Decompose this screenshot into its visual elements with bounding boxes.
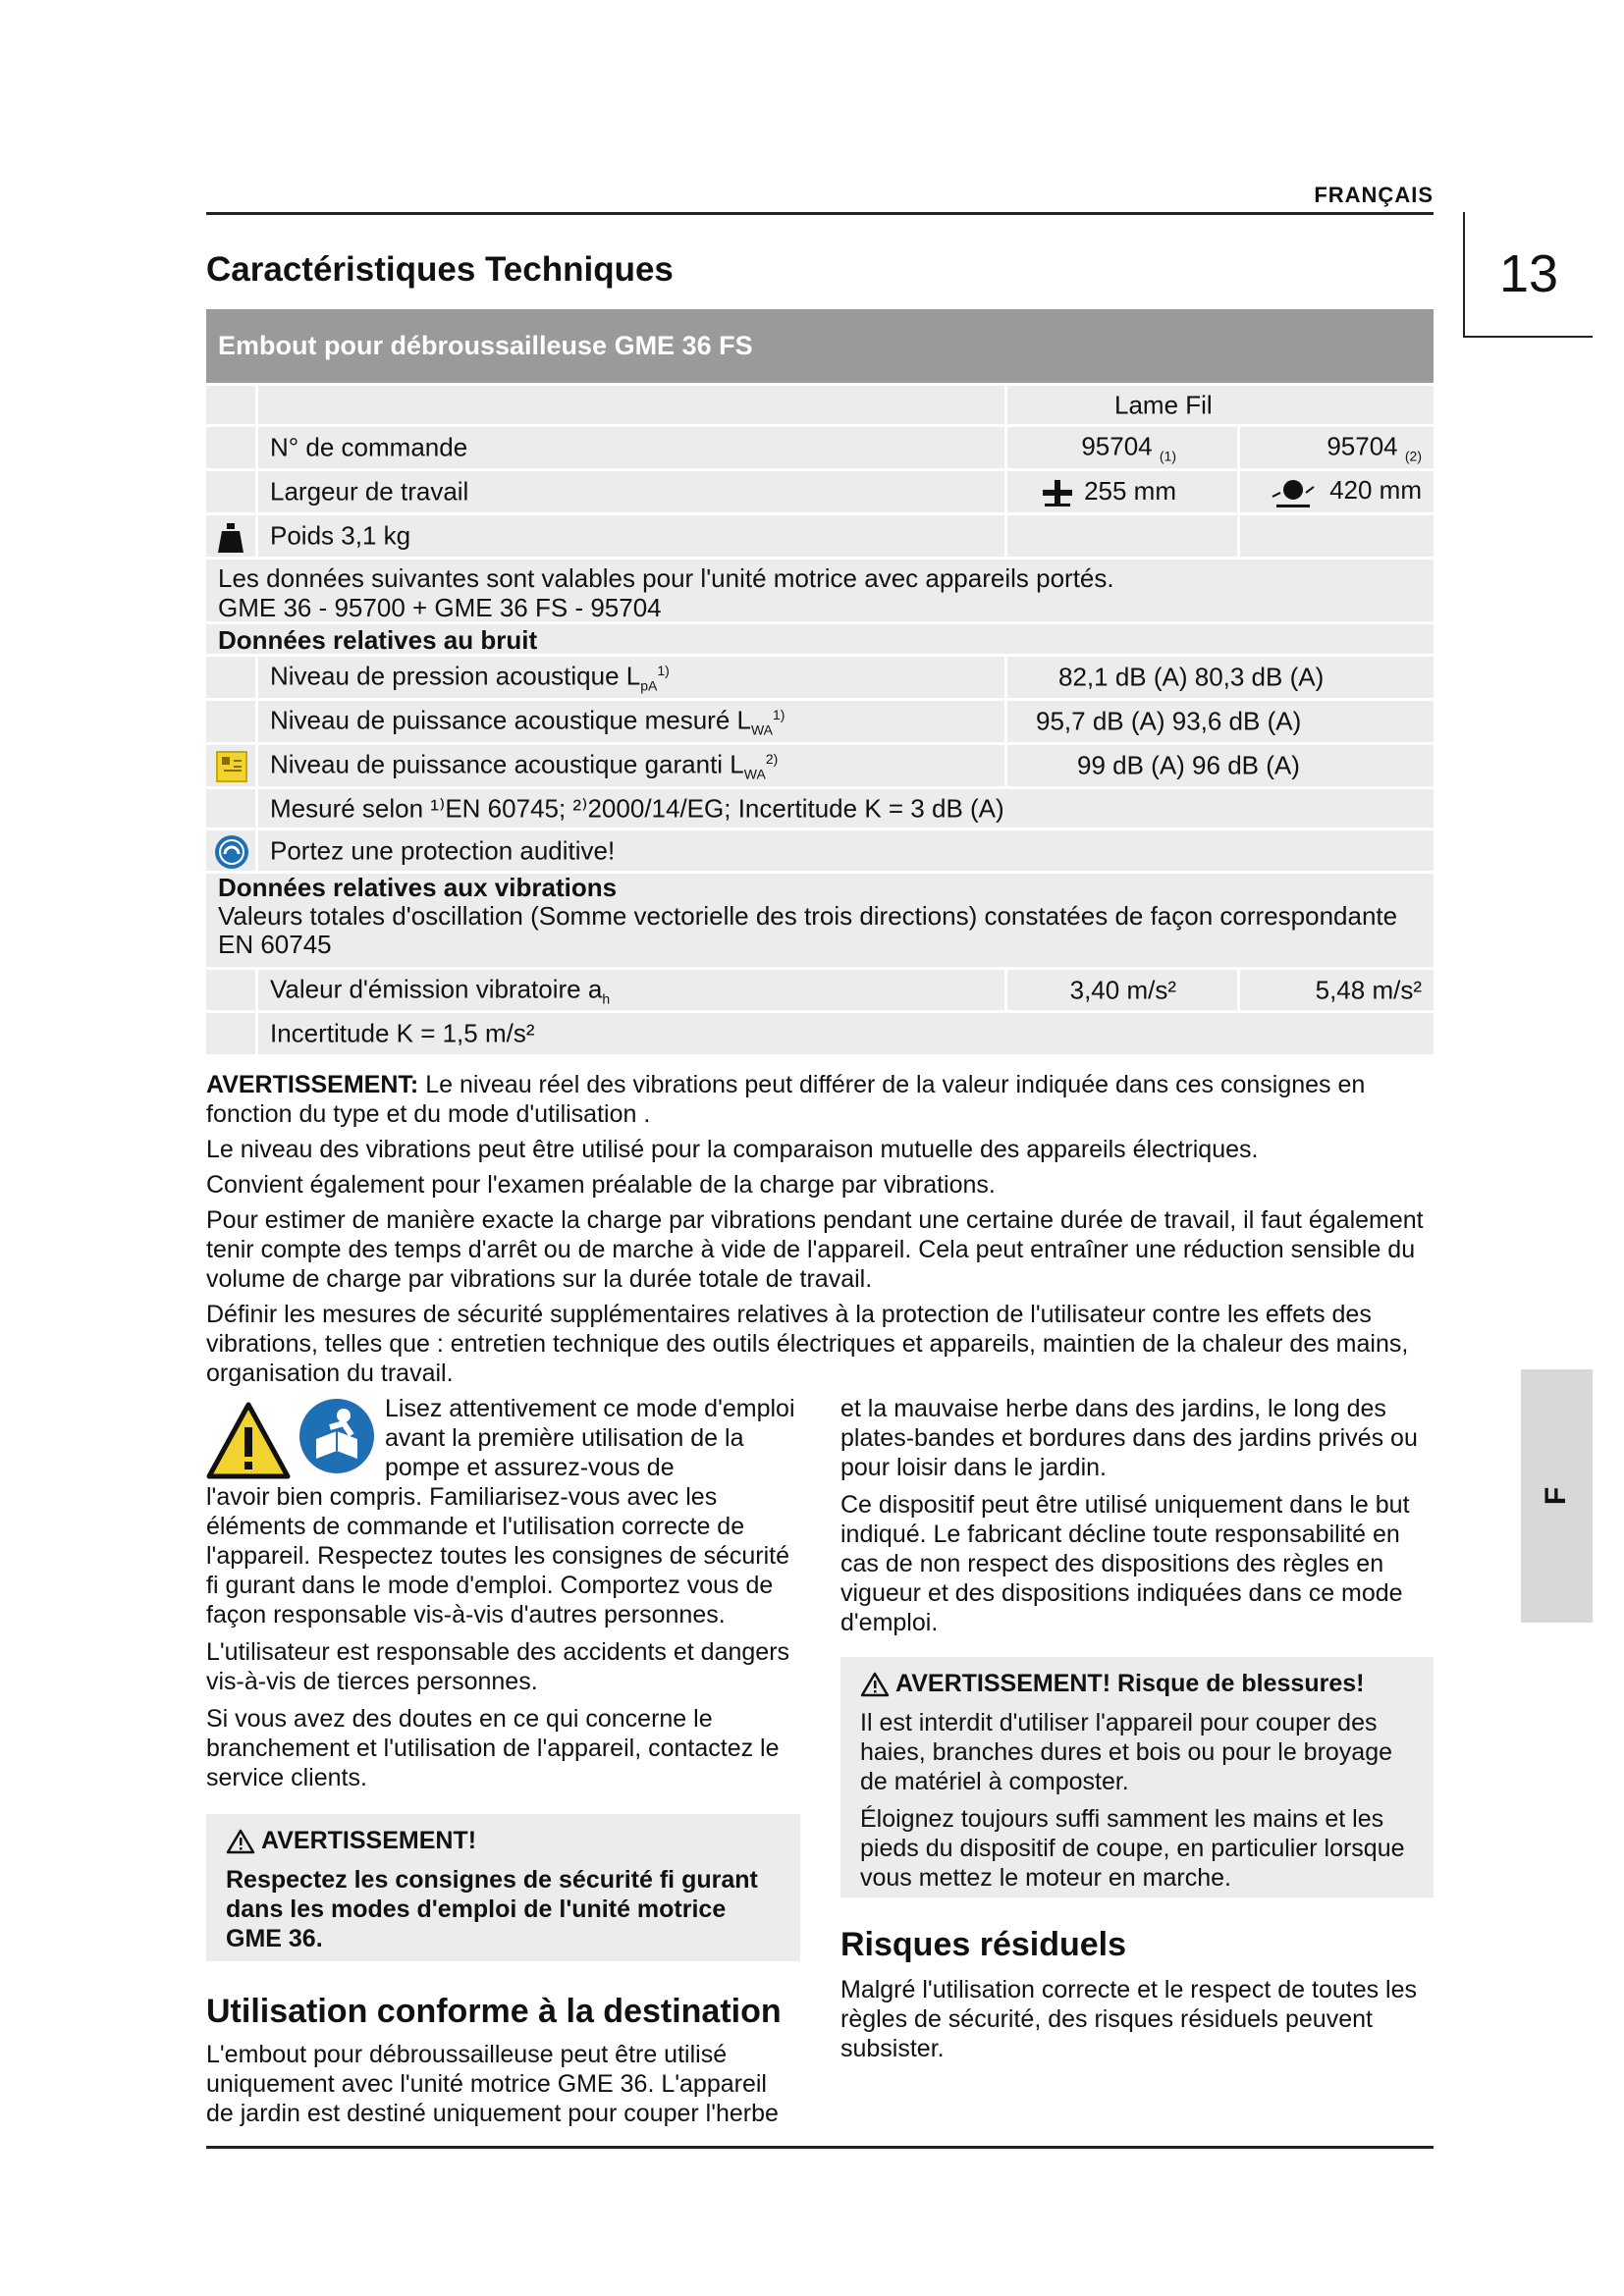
table-row	[206, 874, 1434, 970]
right-warning-title: AVERTISSEMENT! Risque de blessures!	[895, 1670, 1365, 1697]
line-head-icon	[1271, 475, 1316, 508]
spec-table	[206, 309, 1434, 1054]
left-warning-box	[206, 1814, 800, 1961]
left-column	[206, 1394, 800, 1792]
table-row	[206, 789, 1434, 830]
vibration-line: 5,48 m/s²	[1315, 975, 1422, 1004]
intended-use-heading: Utilisation conforme à la destination	[206, 1993, 782, 2030]
left-warning-body: Respectez les consignes de sécurité fi gurant dans les modes d'emploi de l'unité motrice GME 36.	[226, 1866, 758, 1952]
validity-line-1: Les données suivantes sont valables pour l'unité motrice avec appareils portés.	[218, 563, 1114, 593]
page-number: 13	[1463, 212, 1593, 338]
service-text: Si vous avez des doutes en ce qui concerne le branchement et l'utilisation de l'appareil, contactez le service clients.	[206, 1705, 780, 1791]
right-column	[840, 1394, 1434, 1637]
noise-guaranteed-label: Niveau de puissance acoustique garanti $L_{WA}^{2)}$	[270, 749, 779, 782]
weight-value: Poids 3,1 kg	[270, 520, 411, 551]
vibration-warning-block	[206, 1070, 1434, 1388]
table-row	[206, 830, 1434, 874]
right-warning-p2: Éloignez toujours suffi samment les mains et les pieds du dispositif de coupe, en particulier lorsque vous mettez le moteur en marche.	[860, 1805, 1405, 1892]
responsibility-text: L'utilisateur est responsable des accidents et dangers vis-à-vis de tierces personnes.	[206, 1638, 790, 1695]
residual-risks-text: Malgré l'utilisation correcte et le respect de toutes les règles de sécurité, des risques résiduels peuvent subsister.	[840, 1976, 1417, 2062]
language-side-tab: F	[1521, 1369, 1593, 1623]
guaranteed-noise-icon	[216, 751, 247, 782]
ear-protection-text: Portez une protection auditive!	[270, 835, 616, 865]
vibration-blade: 3,40 m/s²	[1069, 975, 1176, 1004]
noise-heading: Données relatives au bruit	[218, 625, 538, 655]
order-blade: 95704 $_{(1)}$	[1081, 431, 1176, 464]
garden-use-text: et la mauvaise herbe dans des jardins, le long des plates-bandes et bordures dans des jardins privés ou pour loisir dans le jardin.	[840, 1395, 1418, 1481]
vibration-heading: Données relatives aux vibrations	[218, 873, 618, 902]
noise-measured-label: Niveau de puissance acoustique mesuré $L_{WA}^{1)}$	[270, 705, 785, 738]
table-row	[206, 657, 1434, 701]
vibration-text: Valeurs totales d'oscillation (Somme vectorielle des trois directions) constatées de façon correspondante EN 60745	[218, 901, 1398, 959]
noise-pressure-value: 82,1 dB (A) 80,3 dB (A)	[1058, 662, 1325, 692]
measured-standard: Mesuré selon ¹⁾EN 60745; ²⁾2000/14/EG; Incertitude K = 3 dB (A)	[270, 793, 1004, 823]
warning-lead: AVERTISSEMENT:	[206, 1071, 419, 1098]
left-warning-title: AVERTISSEMENT!	[261, 1827, 477, 1854]
residual-risks-heading: Risques résiduels	[840, 1926, 1127, 1963]
warning-triangle-icon	[206, 1402, 291, 1480]
warning-p3: Convient également pour l'examen préalable de la charge par vibrations.	[206, 1171, 996, 1199]
table-row	[206, 970, 1434, 1013]
vibration-uncertainty: Incertitude K = 1,5 m/s²	[270, 1018, 535, 1048]
width-line: 420 mm	[1271, 475, 1422, 508]
table-row	[206, 701, 1434, 745]
warning-p5: Définir les mesures de sécurité supplémentaires relatives à la protection de l'utilisateur contre les effets des vibrations, telles que : entretien technique des outils électriques et appareils, maintien de la chaleur des mains, organisation du travail.	[206, 1301, 1409, 1387]
right-warning-box	[840, 1657, 1434, 1897]
intended-use-text: L'embout pour débroussailleuse peut être utilisé uniquement avec l'unité motrice GME 36. L'appareil de jardin est destiné uniquement pour couper l'herbe	[206, 2041, 779, 2127]
noise-guaranteed-value: 99 dB (A) 96 dB (A)	[1077, 750, 1300, 780]
intro-text-b: l'avoir bien compris. Familiarisez-vous avec les éléments de commande et l'utilisation correcte de l'appareil. Respectez toutes les consignes de sécurité fi gurant dans le mode d'emploi. Comportez vous de façon responsable vis-à-vis d'autres personnes.	[206, 1483, 789, 1629]
page-title: Caractéristiques Techniques	[206, 250, 674, 289]
table-heading: Embout pour débroussailleuse GME 36 FS	[206, 309, 1434, 383]
liability-text: Ce dispositif peut être utilisé uniquement dans le but indiqué. Le fabricant décline toute responsabilité en cas de non respect des dispositions des règles en vigueur et des dispositions indiquées dans ce mode d'emploi.	[840, 1491, 1410, 1636]
table-row	[206, 515, 1434, 560]
right-warning-p1: Il est interdit d'utiliser l'appareil pour couper des haies, branches dures et bois ou pour le broyage de matériel à composter.	[860, 1709, 1393, 1795]
columns-label: Lame Fil	[1114, 390, 1213, 419]
order-label: N° de commande	[270, 432, 468, 462]
width-blade: 255 mm	[1041, 476, 1176, 507]
table-row	[206, 427, 1434, 471]
warning-p2: Le niveau des vibrations peut être utilisé pour la comparaison mutuelle des appareils électriques.	[206, 1136, 1259, 1163]
table-row	[206, 560, 1434, 624]
table-row	[206, 386, 1434, 427]
language-label: FRANÇAIS	[1314, 183, 1434, 207]
bottom-rule	[206, 2146, 1434, 2149]
table-row	[206, 745, 1434, 789]
warning-outline-icon	[860, 1672, 890, 1697]
table-row	[206, 471, 1434, 515]
top-rule	[206, 212, 1434, 215]
weight-icon	[218, 523, 244, 553]
warning-p1: Le niveau réel des vibrations peut différer de la valeur indiquée dans ces consignes en fonction du type et du mode d'utilisation .	[206, 1071, 1366, 1128]
width-label: Largeur de travail	[270, 476, 469, 507]
ear-protection-icon	[214, 834, 249, 870]
warning-outline-icon	[226, 1829, 255, 1854]
intro-text-a: Lisez attentivement ce mode d'emploi avant la première utilisation de la pompe et assurez-vous de	[385, 1395, 795, 1481]
vibration-label: Valeur d'émission vibratoire $a_h$	[270, 973, 611, 1007]
warning-p4: Pour estimer de manière exacte la charge par vibrations pendant une certaine durée de travail, il faut également tenir compte des temps d'arrêt ou de marche à vide de l'appareil. Cela peut entraîner une réduction sensible du volume de charge par vibrations sur la durée totale de travail.	[206, 1206, 1424, 1293]
order-line: 95704 $_{(2)}$	[1326, 431, 1422, 464]
read-manual-icon	[298, 1398, 375, 1474]
table-row	[206, 624, 1434, 657]
noise-measured-value: 95,7 dB (A) 93,6 dB (A)	[1036, 706, 1302, 736]
validity-line-2: GME 36 - 95700 + GME 36 FS - 95704	[218, 593, 662, 622]
noise-pressure-label: Niveau de pression acoustique $L_{pA}^{1)}$	[270, 661, 670, 694]
table-row	[206, 1013, 1434, 1054]
blade-icon	[1041, 478, 1074, 507]
